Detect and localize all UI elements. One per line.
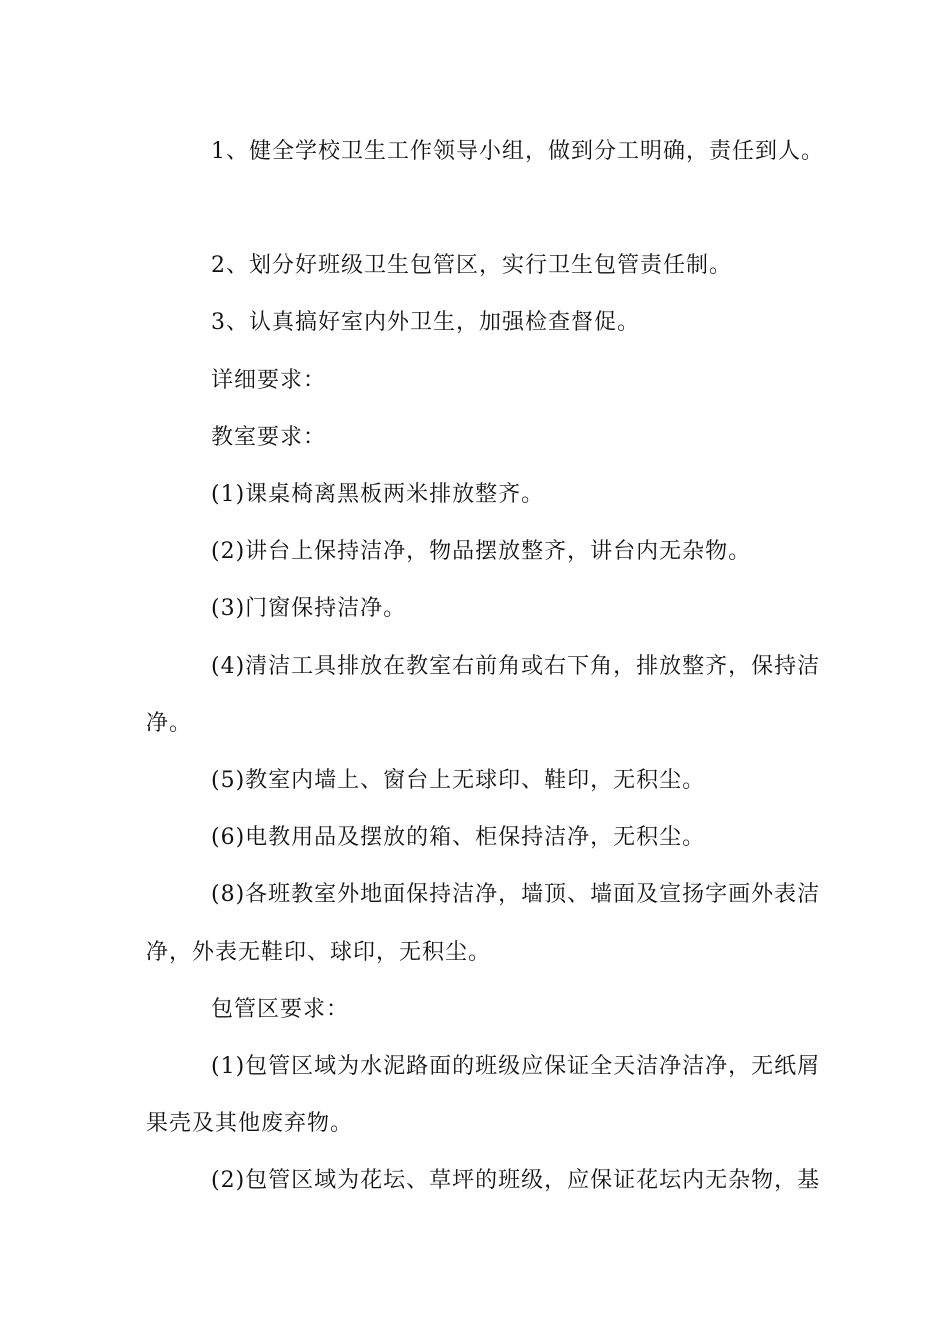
- section-heading-zone: 包管区要求：: [211, 997, 350, 1022]
- classroom-rule-4-continued: 净。: [146, 711, 193, 736]
- classroom-rule-2: (2)讲台上保持洁净，物品摆放整齐，讲台内无杂物。: [211, 539, 752, 564]
- classroom-rule-1: (1)课桌椅离黑板两米排放整齐。: [211, 482, 545, 507]
- section-heading-classroom: 教室要求：: [211, 425, 327, 450]
- paragraph-item-2: 2、划分好班级卫生包管区，实行卫生包管责任制。: [211, 253, 732, 278]
- classroom-rule-4: (4)清洁工具排放在教室右前角或右下角，排放整齐，保持洁: [211, 654, 821, 679]
- classroom-rule-5: (5)教室内墙上、窗台上无球印、鞋印，无积尘。: [211, 768, 706, 793]
- section-heading-details: 详细要求：: [211, 368, 327, 393]
- classroom-rule-6: (6)电教用品及摆放的箱、柜保持洁净，无积尘。: [211, 825, 706, 850]
- paragraph-item-1: 1、健全学校卫生工作领导小组，做到分工明确，责任到人。: [211, 139, 824, 164]
- paragraph-item-3: 3、认真搞好室内外卫生，加强检查督促。: [211, 310, 640, 335]
- zone-rule-1-continued: 果壳及其他废弃物。: [146, 1111, 354, 1136]
- classroom-rule-3: (3)门窗保持洁净。: [211, 596, 407, 621]
- classroom-rule-8-continued: 净，外表无鞋印、球印，无积尘。: [146, 940, 492, 965]
- zone-rule-1: (1)包管区域为水泥路面的班级应保证全天洁净洁净，无纸屑: [211, 1054, 821, 1079]
- classroom-rule-8: (8)各班教室外地面保持洁净，墙顶、墙面及宣扬字画外表洁: [211, 882, 821, 907]
- zone-rule-2: (2)包管区域为花坛、草坪的班级，应保证花坛内无杂物，基: [211, 1168, 821, 1193]
